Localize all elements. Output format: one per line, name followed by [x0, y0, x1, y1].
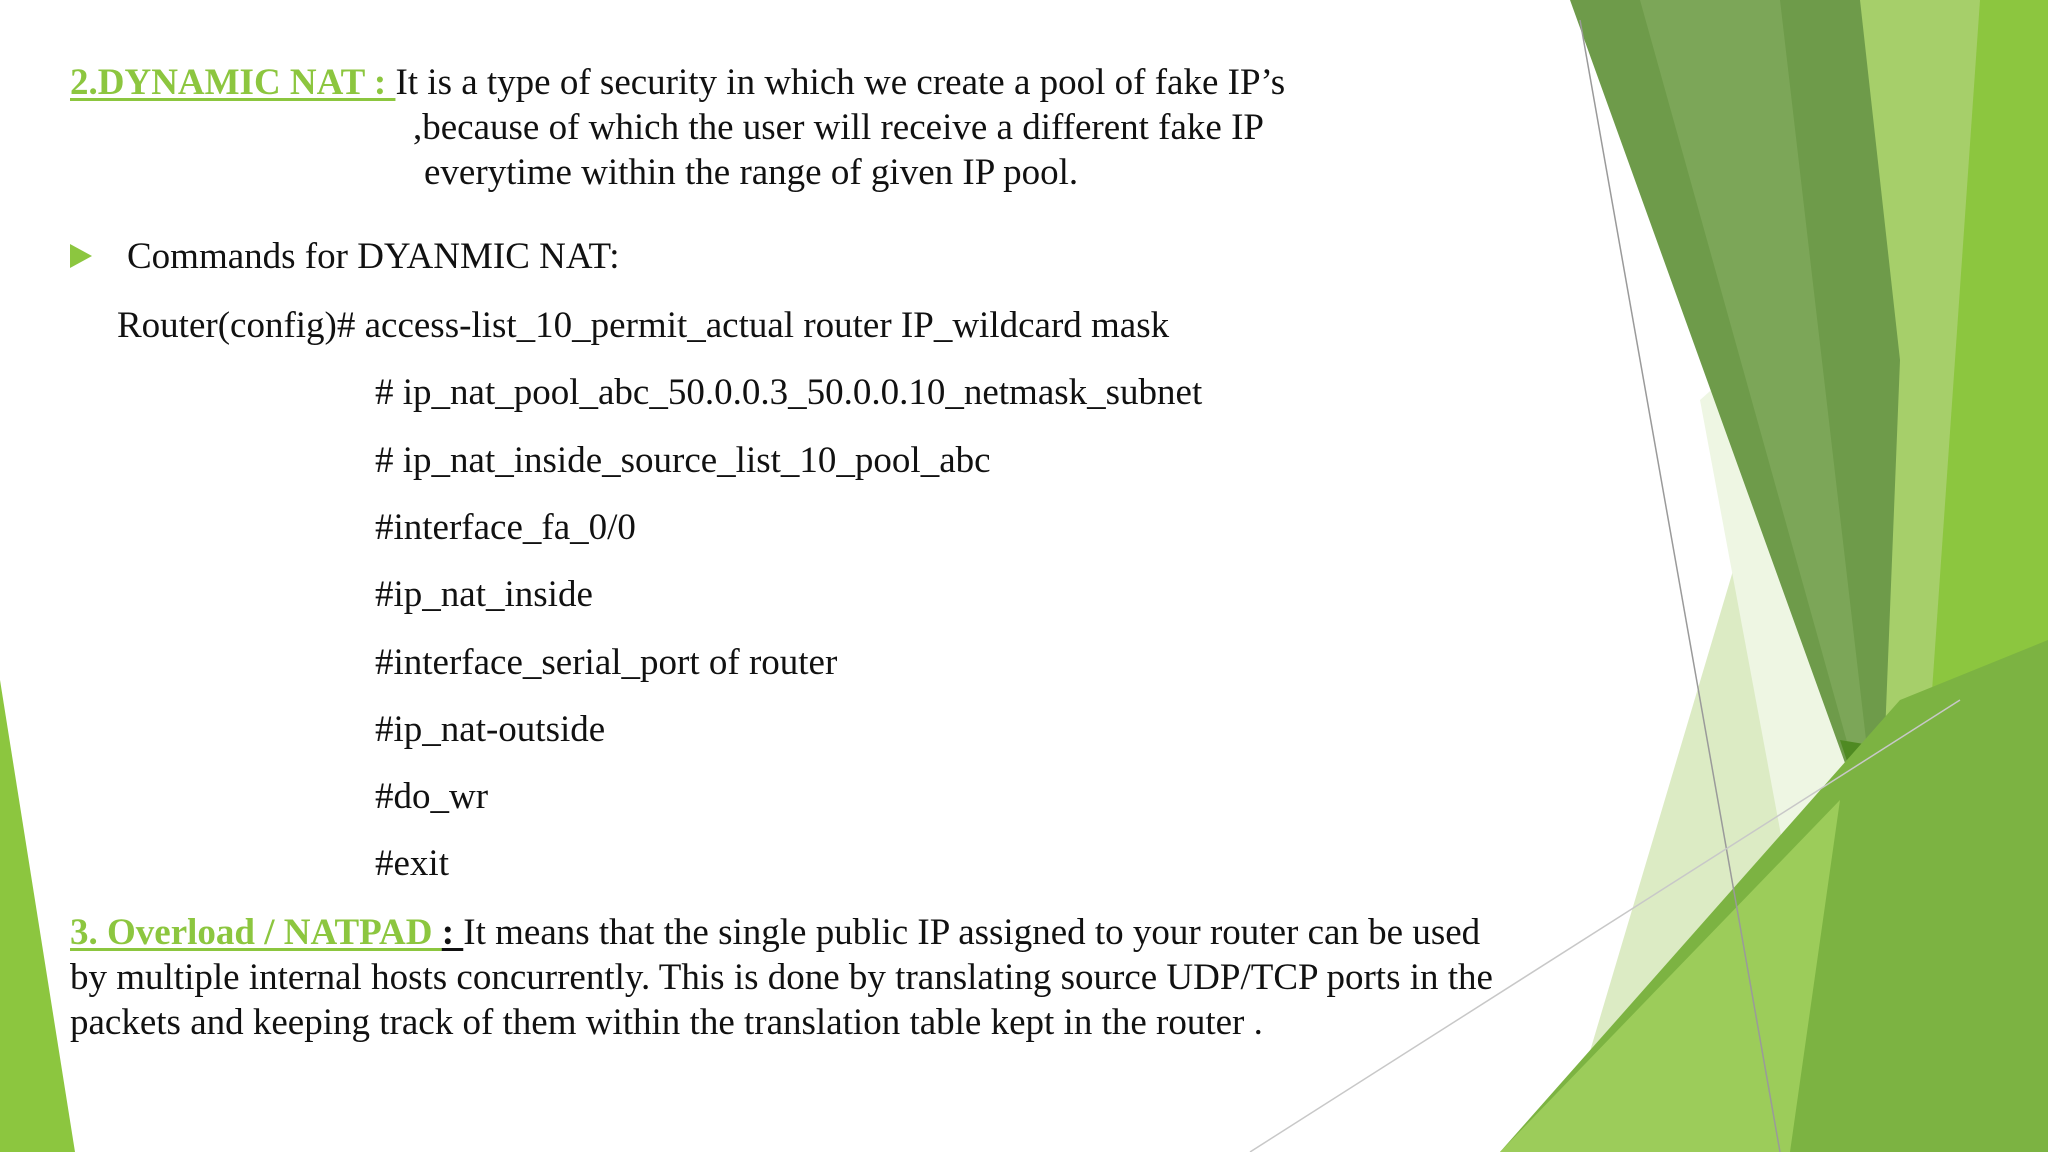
command-line: #interface_fa_0/0: [375, 507, 636, 548]
command-line: # ip_nat_inside_source_list_10_pool_abc: [375, 440, 991, 481]
section3-line1-text: It means that the single public IP assigned to your router can be used: [463, 912, 1481, 953]
command-prompt-line: Router(config)# access-list_10_permit_actual router IP_wildcard mask: [117, 305, 1170, 346]
left-green-sliver: [0, 680, 75, 1152]
section3-heading: 3. Overload / NATPAD: [70, 912, 442, 953]
section3-line3: packets and keeping track of them within the translation table kept in the router .: [70, 1002, 1263, 1043]
commands-title: Commands for DYANMIC NAT:: [127, 236, 620, 277]
command-line: # ip_nat_pool_abc_50.0.0.3_50.0.0.10_netmask_subnet: [375, 372, 1203, 413]
command-line: #ip_nat_inside: [375, 574, 593, 615]
section2-heading: 2.DYNAMIC NAT :: [70, 62, 396, 103]
section3-line2: by multiple internal hosts concurrently. This is done by translating source UDP/TCP ports in the: [70, 957, 1493, 998]
section3-colon: :: [441, 912, 464, 953]
section2-line2: ,because of which the user will receive a different fake IP: [413, 107, 1264, 148]
command-line: #interface_serial_port of router: [375, 642, 838, 683]
command-line: #exit: [375, 843, 449, 884]
command-line: #ip_nat-outside: [375, 709, 606, 750]
section2-line3: everytime within the range of given IP pool.: [424, 152, 1079, 193]
section2-line1: [70, 60, 1285, 106]
triangle-bullet-icon: [70, 244, 92, 268]
command-line: #do_wr: [375, 776, 489, 817]
section2-line1-text: It is a type of security in which we create a pool of fake IP’s: [395, 62, 1286, 103]
section3-line1: [70, 910, 1480, 956]
